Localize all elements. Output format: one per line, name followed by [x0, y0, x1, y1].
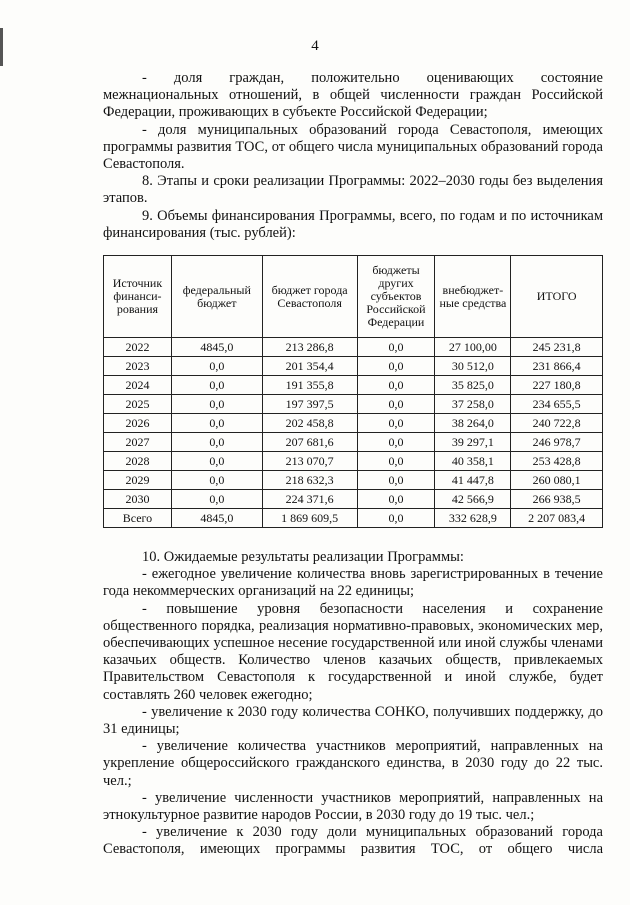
table-cell: 260 080,1 [511, 471, 603, 490]
header-cell: ИТОГО [511, 256, 603, 338]
table-cell: 0,0 [171, 414, 262, 433]
paragraph: - повышение уровня безопасности населения и сохранение общественного порядка, реализация нормативно-правовых, экономических мер, обеспечивающих успешное несение государственной или иной службы членами казачьих обществ. Количество членов казачьих обществ, привлекаемых Правительством Севастополя к государственной и иной службе, будет составлять 260 человек ежегодно; [103, 600, 603, 703]
table-cell: 332 628,9 [435, 509, 511, 528]
header-cell: Источник финанси-рования [104, 256, 172, 338]
table-cell: 35 825,0 [435, 376, 511, 395]
table-cell: 245 231,8 [511, 338, 603, 357]
table-cell: 0,0 [357, 471, 435, 490]
table-cell: 30 512,0 [435, 357, 511, 376]
page-number: 4 [311, 38, 319, 54]
paragraph: - увеличение к 2030 году доли муниципальных образований города Севастополя, имеющих программы развития ТОС, от общего числа [103, 824, 603, 858]
table-cell: 2022 [104, 338, 172, 357]
table-cell: 0,0 [357, 338, 435, 357]
table-row [104, 490, 603, 509]
table-cell: 201 354,4 [262, 357, 357, 376]
table-cell: 37 258,0 [435, 395, 511, 414]
table-cell: 0,0 [171, 376, 262, 395]
page-content [103, 70, 603, 859]
table-cell: 246 978,7 [511, 433, 603, 452]
financing-table [103, 255, 603, 528]
paragraph: 9. Объемы финансирования Программы, всего, по годам и по источникам финансирования (тыс. рублей): [103, 207, 603, 241]
paragraph: - доля муниципальных образований города Севастополя, имеющих программы развития ТОС, от общего числа муниципальных образований города Севастополя. [103, 121, 603, 173]
table-cell: Всего [104, 509, 172, 528]
table-cell: 40 358,1 [435, 452, 511, 471]
table-cell: 4845,0 [171, 338, 262, 357]
header-cell: федеральный бюджет [171, 256, 262, 338]
table-cell: 266 938,5 [511, 490, 603, 509]
table-cell: 0,0 [357, 509, 435, 528]
table-row [104, 471, 603, 490]
table-cell: 39 297,1 [435, 433, 511, 452]
table-cell: 2030 [104, 490, 172, 509]
table-cell: 207 681,6 [262, 433, 357, 452]
header-cell: бюджет города Севастополя [262, 256, 357, 338]
paragraph: - увеличение численности участников мероприятий, направленных на этнокультурное развитие народов России, в 2030 году до 19 тыс. чел.; [103, 789, 603, 824]
paragraph: - увеличение к 2030 году количества СОНКО, получивших поддержку, до 31 единицы; [103, 703, 603, 738]
header-cell: внебюджет-ные средства [435, 256, 511, 338]
table-cell: 0,0 [357, 357, 435, 376]
table-cell: 224 371,6 [262, 490, 357, 509]
table-row [104, 509, 603, 528]
table-cell: 2026 [104, 414, 172, 433]
table-cell: 42 566,9 [435, 490, 511, 509]
table-cell: 0,0 [171, 395, 262, 414]
table-cell: 0,0 [357, 452, 435, 471]
table-cell: 0,0 [357, 490, 435, 509]
table-cell: 27 100,00 [435, 338, 511, 357]
table-cell: 197 397,5 [262, 395, 357, 414]
table-cell: 38 264,0 [435, 414, 511, 433]
table-cell: 240 722,8 [511, 414, 603, 433]
table-cell: 2027 [104, 433, 172, 452]
table-row [104, 452, 603, 471]
table-header-row [104, 256, 603, 338]
table-cell: 0,0 [357, 433, 435, 452]
table-cell: 227 180,8 [511, 376, 603, 395]
table-row [104, 357, 603, 376]
table-cell: 0,0 [357, 376, 435, 395]
table-cell: 218 632,3 [262, 471, 357, 490]
table-cell: 0,0 [171, 471, 262, 490]
table-cell: 4845,0 [171, 509, 262, 528]
table-cell: 41 447,8 [435, 471, 511, 490]
table-cell: 202 458,8 [262, 414, 357, 433]
table-cell: 0,0 [357, 395, 435, 414]
paragraph: - увеличение количества участников мероприятий, направленных на укрепление общероссийского гражданского единства, в 2030 году до 22 тыс. чел.; [103, 738, 603, 789]
table-cell: 2025 [104, 395, 172, 414]
table-cell: 191 355,8 [262, 376, 357, 395]
table-row [104, 338, 603, 357]
table-cell: 2023 [104, 357, 172, 376]
table-row [104, 433, 603, 452]
table-cell: 0,0 [171, 357, 262, 376]
table-row [104, 376, 603, 395]
table-cell: 0,0 [171, 452, 262, 471]
paragraph: - ежегодное увеличение количества вновь зарегистрированных в течение года некоммерческих организаций на 22 единицы; [103, 566, 603, 600]
table-cell: 0,0 [171, 490, 262, 509]
table-cell: 2028 [104, 452, 172, 471]
table-cell: 0,0 [171, 433, 262, 452]
paragraph: 8. Этапы и сроки реализации Программы: 2022–2030 годы без выделения этапов. [103, 173, 603, 207]
table-cell: 1 869 609,5 [262, 509, 357, 528]
table-cell: 2024 [104, 376, 172, 395]
paragraph: - доля граждан, положительно оценивающих состояние межнациональных отношений, в общей численности граждан Российской Федерации, проживающих в субъекте Российской Федерации; [103, 70, 603, 121]
table-cell: 213 070,7 [262, 452, 357, 471]
paragraph: 10. Ожидаемые результаты реализации Программы: [142, 549, 464, 566]
table-cell: 253 428,8 [511, 452, 603, 471]
table-cell: 2 207 083,4 [511, 509, 603, 528]
table-cell: 0,0 [357, 414, 435, 433]
table-cell: 213 286,8 [262, 338, 357, 357]
table-row [104, 395, 603, 414]
header-cell: бюджеты других субъектов Российской Федерации [357, 256, 435, 338]
table-cell: 231 866,4 [511, 357, 603, 376]
table-cell: 234 655,5 [511, 395, 603, 414]
table-cell: 2029 [104, 471, 172, 490]
table-row [104, 414, 603, 433]
